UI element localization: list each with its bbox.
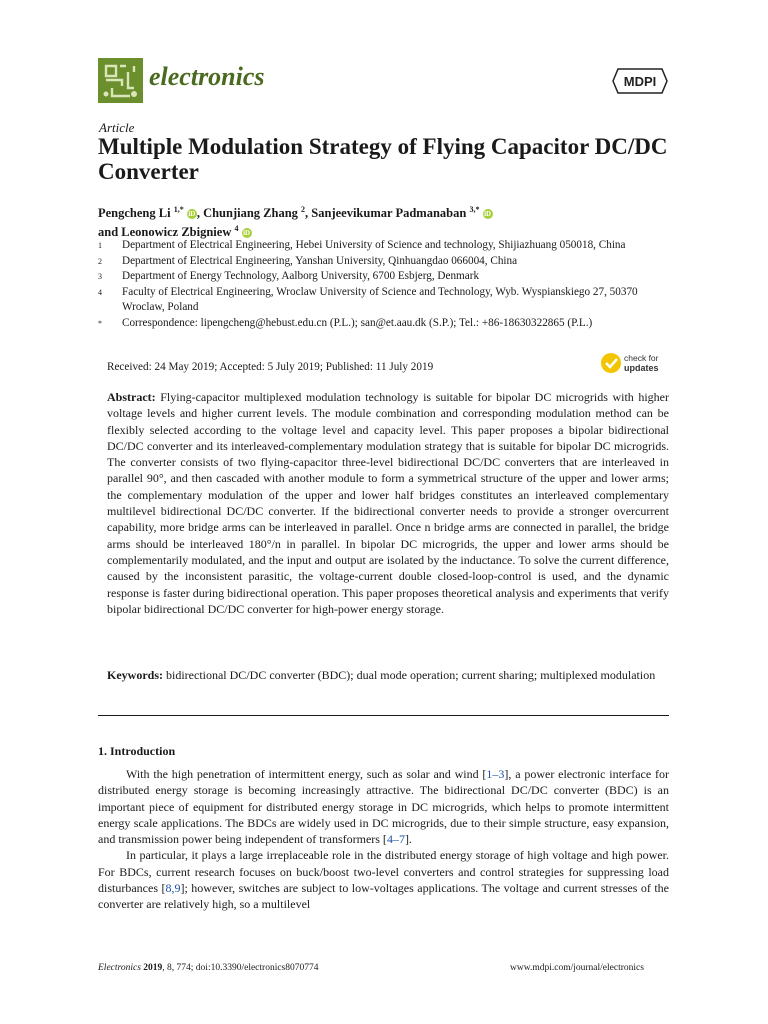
keywords-text: bidirectional DC/DC converter (BDC); dual mode operation; current sharing; multiplexed modulation xyxy=(166,668,656,682)
affiliation-item xyxy=(98,269,678,285)
citation-link[interactable]: 8,9 xyxy=(165,881,181,896)
author-name[interactable]: Sanjeevikumar Padmanaban xyxy=(311,206,467,221)
abstract-text: Flying-capacitor multiplexed modulation technology is suitable for bipolar DC microgrids with higher voltage levels and higher current levels. The module combination and corresponding modulation method can be flexibly selected according to the voltage level and capacity level. This paper proposes a bipolar bidirectional DC/DC converter and its interleaved-complementary modulation strategy that is suitable for bipolar DC microgrids. The converter consists of two flying-capacitor three-level bidirectional DC/DC converters that are interleaved in parallel 90°, and then cascaded with another module to form a symmetrical structure of the upper and lower arms; the complementary modulation of the upper and lower half bridges constitutes an interleaved complementary multilevel bidirectional DC/DC converter. If the bidirectional converter needs to provide a stronger overcurrent capability, more bridge arms can be interleaved in parallel. Once n bridge arms are connected in parallel, the bridge arms should be interleaved 180°/n in parallel. In bipolar DC microgrids, the upper and lower arms should be complementarily modulated, and the input and output are isolated by the inductance. To solve the current difference, caused by the inconsistent parasitic, the voltage-current double closed-loop-control is used, and the dynamic response is faster during bidirectional operation. This paper proposes theoretical analysis and experiments that verify bipolar bidirectional DC/DC converter for high-power energy storage. xyxy=(107,390,670,616)
mdpi-logo-text: MDPI xyxy=(623,74,657,89)
author-affiliation-mark: 1,* xyxy=(173,205,184,214)
affiliation-number: * xyxy=(98,318,102,328)
publication-dates: Received: 24 May 2019; Accepted: 5 July 2019; Published: 11 July 2019 xyxy=(107,361,434,373)
abstract xyxy=(107,389,669,617)
footer-citation xyxy=(98,963,319,973)
affiliation-item xyxy=(98,254,678,270)
footer-doi: , 8, 774; doi:10.3390/electronics8070774 xyxy=(162,963,319,973)
introduction-body xyxy=(98,766,669,913)
affiliation-item xyxy=(98,285,678,316)
affiliation-number: 4 xyxy=(98,287,102,297)
affiliation-number: 2 xyxy=(98,256,102,266)
affiliations xyxy=(98,238,678,331)
affiliation-number: 3 xyxy=(98,272,102,281)
affiliation-item xyxy=(98,316,678,332)
author-name[interactable]: Pengcheng Li xyxy=(98,206,171,221)
affiliation-text: Department of Electrical Engineering, Hebei University of Science and technology, Shijiazhuang 050018, China xyxy=(122,239,626,251)
keywords-label: Keywords: xyxy=(107,668,163,682)
author-affiliation-mark: 4 xyxy=(234,224,239,234)
abstract-label: Abstract: xyxy=(107,390,156,404)
affiliation-text: Department of Electrical Engineering, Yanshan University, Qinhuangdao 066004, China xyxy=(122,254,518,267)
orcid-icon[interactable]: iD xyxy=(188,210,196,219)
footer-url[interactable]: www.mdpi.com/journal/electronics xyxy=(510,963,644,973)
keywords xyxy=(107,667,669,683)
journal-logo xyxy=(98,58,143,103)
affiliation-text: Department of Energy Technology, Aalborg University, 6700 Esbjerg, Denmark xyxy=(122,270,480,282)
mdpi-logo xyxy=(612,68,668,94)
orcid-icon[interactable]: iD xyxy=(243,229,251,238)
author-affiliation-mark: 2 xyxy=(301,205,306,214)
author-affiliation-mark: 3,* xyxy=(469,205,480,214)
affiliation-number: 1 xyxy=(98,241,102,250)
citation-link[interactable]: 4–7 xyxy=(386,832,405,847)
footer-journal: Electronics xyxy=(98,963,141,973)
affiliation-text: Faculty of Electrical Engineering, Wroclaw University of Science and Technology, Wyb. Wyspianskiego 27, 50370 Wroclaw, Poland xyxy=(122,285,638,313)
article-type: Article xyxy=(99,120,135,135)
footer-year: 2019 xyxy=(143,963,163,973)
author-name[interactable]: Chunjiang Zhang xyxy=(203,206,298,221)
author-name[interactable]: Leonowicz Zbigniew xyxy=(121,225,232,240)
affiliation-item xyxy=(98,238,678,254)
author-list: Pengcheng Li $^{1,*}$ iD , Chunjiang Zhang $^2$, Sanjeevikumar Padmanaban $^{3,*}$ iD and Leonowicz Zbigniew $^4$ iD xyxy=(98,205,492,240)
paper-title: Multiple Modulation Strategy of Flying Capacitor DC/DC Converter xyxy=(98,134,668,184)
paragraph: With the high penetration of intermittent energy, such as solar and wind [1–3], a power electronic interface for distributed energy storage is becoming increasingly attractive. The bidirectional DC/DC converter (BDC) is an important piece of equipment for distributed energy storage in DC microgrids, which helps to promote intermittent energy scale applications. The BDCs are widely used in DC microgrids, due to their simple structure, easy expansion, and transmission power being independent of transformers [4–7]. xyxy=(98,767,669,847)
journal-name: electronics xyxy=(149,62,265,91)
paragraph: In particular, it plays a large irreplaceable role in the distributed energy storage of high voltage and high power. For BDCs, current research focuses on buck/boost two-level converters and control strategies for suppressing load disturbances [8,9]; however, switches are subject to low-voltages applications. The voltage and current stresses of the converter are relatively high, so a multilevel xyxy=(98,848,669,912)
check-updates-icon xyxy=(601,353,621,373)
check-updates-line2: updates xyxy=(624,363,659,373)
section-divider xyxy=(98,715,669,716)
orcid-icon[interactable]: iD xyxy=(484,210,492,219)
correspondence-text: Correspondence: lipengcheng@hebust.edu.cn (P.L.); san@et.aau.dk (S.P.); Tel.: +86-18630322865 (P.L.) xyxy=(122,316,593,329)
section-heading: 1. Introduction xyxy=(98,744,176,758)
check-for-updates-button[interactable] xyxy=(600,351,670,375)
citation-link[interactable]: 1–3 xyxy=(486,767,505,781)
check-updates-line1: check for xyxy=(624,353,659,363)
author-connector: and xyxy=(98,225,119,240)
